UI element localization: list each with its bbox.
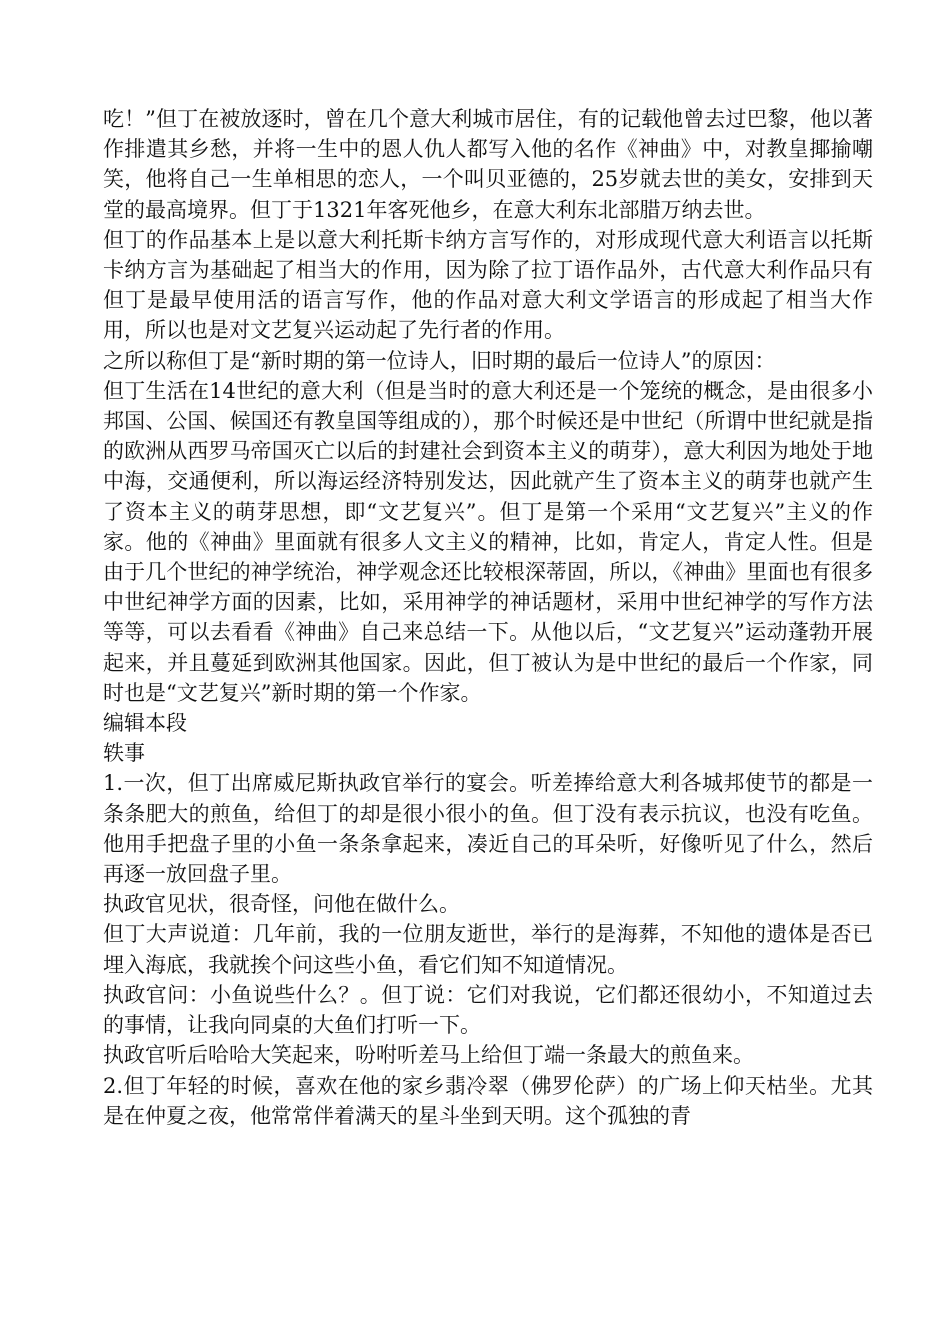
anecdote-1-dialogue: 执政官问：小鱼说些什么？。但丁说：它们对我说，它们都还很幼小，不知道过去的事情，让我向同桌的大鱼们打听一下。 xyxy=(103,982,873,1038)
edit-section-label: 编辑本段 xyxy=(103,711,187,736)
anecdote-1: 1.一次，但丁出席威尼斯执政官举行的宴会。听差捧给意大利各城邦使节的都是一条条肥大的煎鱼，给但丁的却是很小很小的鱼。但丁没有表示抗议，也没有吃鱼。他用手把盘子里的小鱼一条条拿起来，凑近自己的耳朵听，好像听见了什么，然后再逐一放回盘子里。 xyxy=(103,771,873,887)
paragraph-renaissance: 但丁生活在14世纪的意大利（但是当时的意大利还是一个笼统的概念，是由很多小邦国、公国、候国还有教皇国等组成的），那个时候还是中世纪（所谓中世纪就是指的欧洲从西罗马帝国灭亡以后的封建社会到资本主义的萌芽），意大利因为地处于地中海，交通便利，所以海运经济特别发达，因此就产生了资本主义的萌芽也就产生了资本主义的萌芽思想，即“文艺复兴”。但丁是第一个采用“文艺复兴”主义的作家。他的《神曲》里面就有很多人文主义的精神，比如，肯定人，肯定人性。但是由于几个世纪的神学统治，神学观念还比较根深蒂固，所以，《神曲》里面也有很多中世纪神学方面的因素，比如，采用神学的神话题材，采用中世纪神学的写作方法等等，可以去看看《神曲》自己来总结一下。从他以后，“文艺复兴”运动蓬勃开展起来，并且蔓延到欧洲其他国家。因此，但丁被认为是中世纪的最后一个作家，同时也是“文艺复兴”新时期的第一个作家。 xyxy=(103,378,873,705)
paragraph-exile: 吃！”但丁在被放逐时，曾在几个意大利城市居住，有的记载他曾去过巴黎，他以著作排遣其乡愁，并将一生中的恩人仇人都写入他的名作《神曲》中，对教皇揶揄嘲笑，他将自己一生单相思的恋人，一个叫贝亚德的，25岁就去世的美女，安排到天堂的最高境界。但丁于1321年客死他乡，在意大利东北部腊万纳去世。 xyxy=(103,107,873,222)
section-heading-anecdotes: 轶事 xyxy=(103,741,145,766)
paragraph-language: 但丁的作品基本上是以意大利托斯卡纳方言写作的，对形成现代意大利语言以托斯卡纳方言为基础起了相当大的作用，因为除了拉丁语作品外，古代意大利作品只有但丁是最早使用活的语言写作，他的作品对意大利文学语言的形成起了相当大作用，所以也是对文艺复兴运动起了先行者的作用。 xyxy=(103,227,873,343)
anecdote-1-official: 执政官见状，很奇怪，问他在做什么。 xyxy=(103,892,460,917)
anecdote-1-dante-reply: 但丁大声说道：几年前，我的一位朋友逝世，举行的是海葬，不知他的遗体是否已埋入海底，我就挨个问这些小鱼，看它们知不知道情况。 xyxy=(103,922,873,977)
anecdote-2: 2.但丁年轻的时候，喜欢在他的家乡翡冷翠（佛罗伦萨）的广场上仰天枯坐。尤其是在仲夏之夜，他常常伴着满天的星斗坐到天明。这个孤独的青 xyxy=(103,1073,873,1128)
anecdote-1-ending: 执政官听后哈哈大笑起来，吩咐听差马上给但丁端一条最大的煎鱼来。 xyxy=(103,1043,754,1068)
document-body xyxy=(103,104,873,1131)
paragraph-reason-heading: 之所以称但丁是“新时期的第一位诗人，旧时期的最后一位诗人”的原因： xyxy=(103,348,776,373)
